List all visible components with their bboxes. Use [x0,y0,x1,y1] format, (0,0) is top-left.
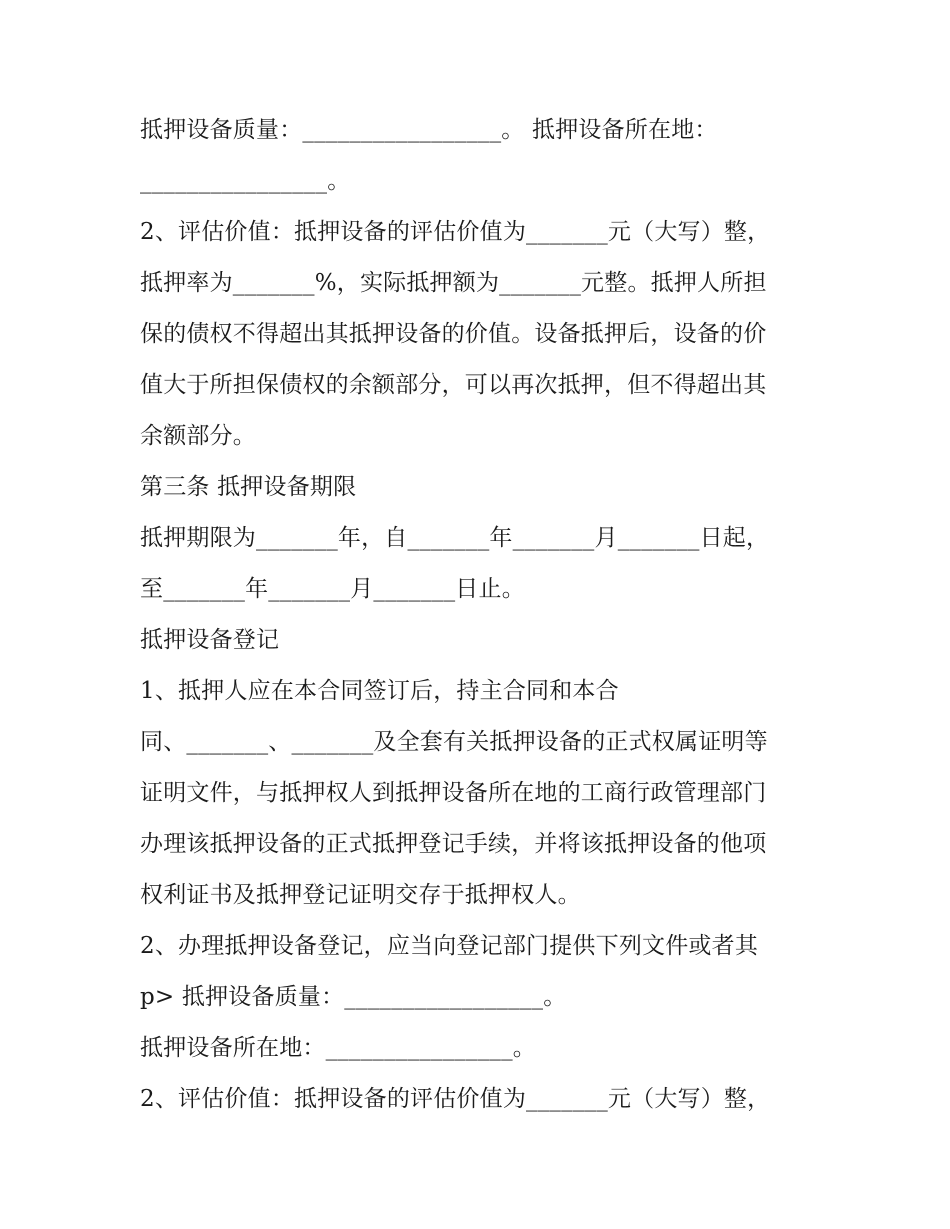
text-line: 2、评估价值：抵押设备的评估价值为_______元（大写）整， [140,1086,771,1112]
text-line: ________________。 [140,168,351,194]
text-line: 2、办理抵押设备登记，应当向登记部门提供下列文件或者其 [140,933,759,959]
text-line: 抵押期限为_______年，自_______年_______月_______日起， [140,525,770,551]
document-body [140,105,830,1125]
text-line: 余额部分。 [140,423,256,449]
text-line: 证明文件，与抵押权人到抵押设备所在地的工商行政管理部门 [140,780,767,806]
text-line: 抵押设备所在地：________________。 [140,1035,536,1061]
text-line: 抵押设备质量：_________________。 抵押设备所在地： [140,117,718,143]
text-line: 抵押率为_______%，实际抵押额为_______元整。抵押人所担 [140,270,767,296]
text-line: 至_______年_______月_______日止。 [140,576,525,602]
section-heading: 第三条 抵押设备期限 [140,474,357,500]
text-line: 保的债权不得超出其抵押设备的价值。设备抵押后，设备的价 [140,321,767,347]
text-line: 1、抵押人应在本合同签订后，持主合同和本合 [140,678,619,704]
text-line: 2、评估价值：抵押设备的评估价值为_______元（大写）整， [140,219,771,245]
text-line: p> 抵押设备质量：_________________。 [140,984,567,1010]
text-line: 权利证书及抵押登记证明交存于抵押权人。 [140,882,581,908]
text-line: 值大于所担保债权的余额部分，可以再次抵押，但不得超出其 [140,372,767,398]
section-heading: 抵押设备登记 [140,627,280,653]
text-line: 同、_______、_______及全套有关抵押设备的正式权属证明等 [140,729,768,755]
text-line: 办理该抵押设备的正式抵押登记手续，并将该抵押设备的他项 [140,831,767,857]
